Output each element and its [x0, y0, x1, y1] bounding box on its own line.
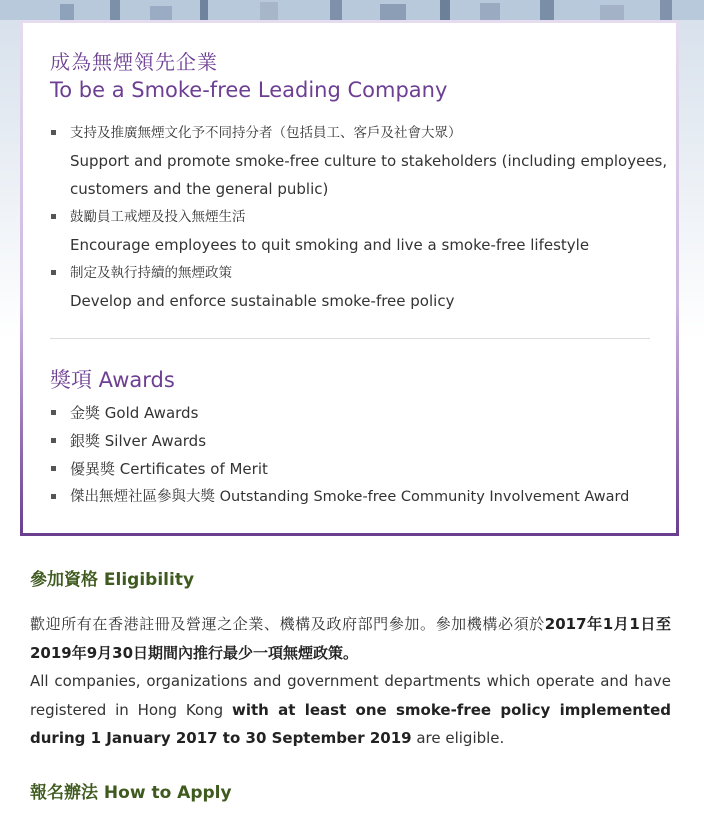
- list-item: [50, 399, 670, 427]
- awards-list: [50, 399, 670, 511]
- bullet-icon: [51, 466, 56, 471]
- award-label: 傑出無煙社區參與大獎 Outstanding Smoke-free Community Involvement Award: [70, 489, 630, 505]
- award-label: 銀獎 Silver Awards: [70, 432, 207, 450]
- card-title-en: To be a Smoke-free Leading Company: [50, 78, 448, 102]
- goal-zh: 鼓勵員工戒煙及投入無煙生活: [70, 209, 246, 225]
- bullet-icon: [51, 214, 56, 219]
- right-background-strip: [678, 20, 704, 340]
- eligibility-en: [30, 667, 671, 753]
- goal-en: Encourage employees to quit smoking and live a smoke-free lifestyle: [70, 236, 590, 254]
- goal-zh: 制定及執行持續的無煙政策: [70, 265, 232, 281]
- award-label: 優異獎 Certificates of Merit: [70, 460, 268, 478]
- goals-list: [50, 119, 670, 315]
- bullet-icon: [51, 438, 56, 443]
- goal-zh: 支持及推廣無煙文化予不同持分者（包括員工、客戶及社會大眾）: [70, 125, 462, 141]
- card-title-zh: 成為無煙領先企業: [50, 50, 218, 74]
- eligibility-en-tail: are eligible.: [411, 729, 505, 747]
- list-item: [50, 483, 670, 511]
- eligibility-en-text: All companies, organizations and government departments which operate and have registered in Hong Kong: [30, 672, 671, 719]
- list-item: [50, 119, 670, 203]
- bullet-icon: [51, 130, 56, 135]
- list-item: [50, 203, 670, 259]
- award-label: 金獎 Gold Awards: [70, 404, 199, 422]
- eligibility-zh-bold: 2017年1月1日至2019年9月30日期間內推行最少一項無煙政策。: [30, 615, 671, 662]
- eligibility-zh: [30, 610, 671, 667]
- eligibility-zh-text: 歡迎所有在香港註冊及營運之企業、機構及政府部門參加。參加機構必須於: [30, 615, 545, 633]
- eligibility-title: 參加資格 Eligibility: [30, 570, 195, 590]
- eligibility-en-bold: with at least one smoke-free policy implemented during 1 January 2017 to 30 September 2019: [30, 700, 671, 747]
- list-item: [50, 259, 670, 315]
- awards-title: 獎項 Awards: [50, 368, 175, 392]
- divider: [50, 338, 650, 339]
- how-to-apply-title: 報名辦法 How to Apply: [30, 783, 232, 803]
- list-item: [50, 427, 670, 455]
- bullet-icon: [51, 270, 56, 275]
- left-background-strip: [0, 20, 22, 340]
- bullet-icon: [51, 410, 56, 415]
- list-item: [50, 455, 670, 483]
- goal-en: Develop and enforce sustainable smoke-free policy: [70, 292, 455, 310]
- bullet-icon: [51, 494, 56, 499]
- goal-en: Support and promote smoke-free culture to stakeholders (including employees, customers and the general public): [70, 152, 668, 198]
